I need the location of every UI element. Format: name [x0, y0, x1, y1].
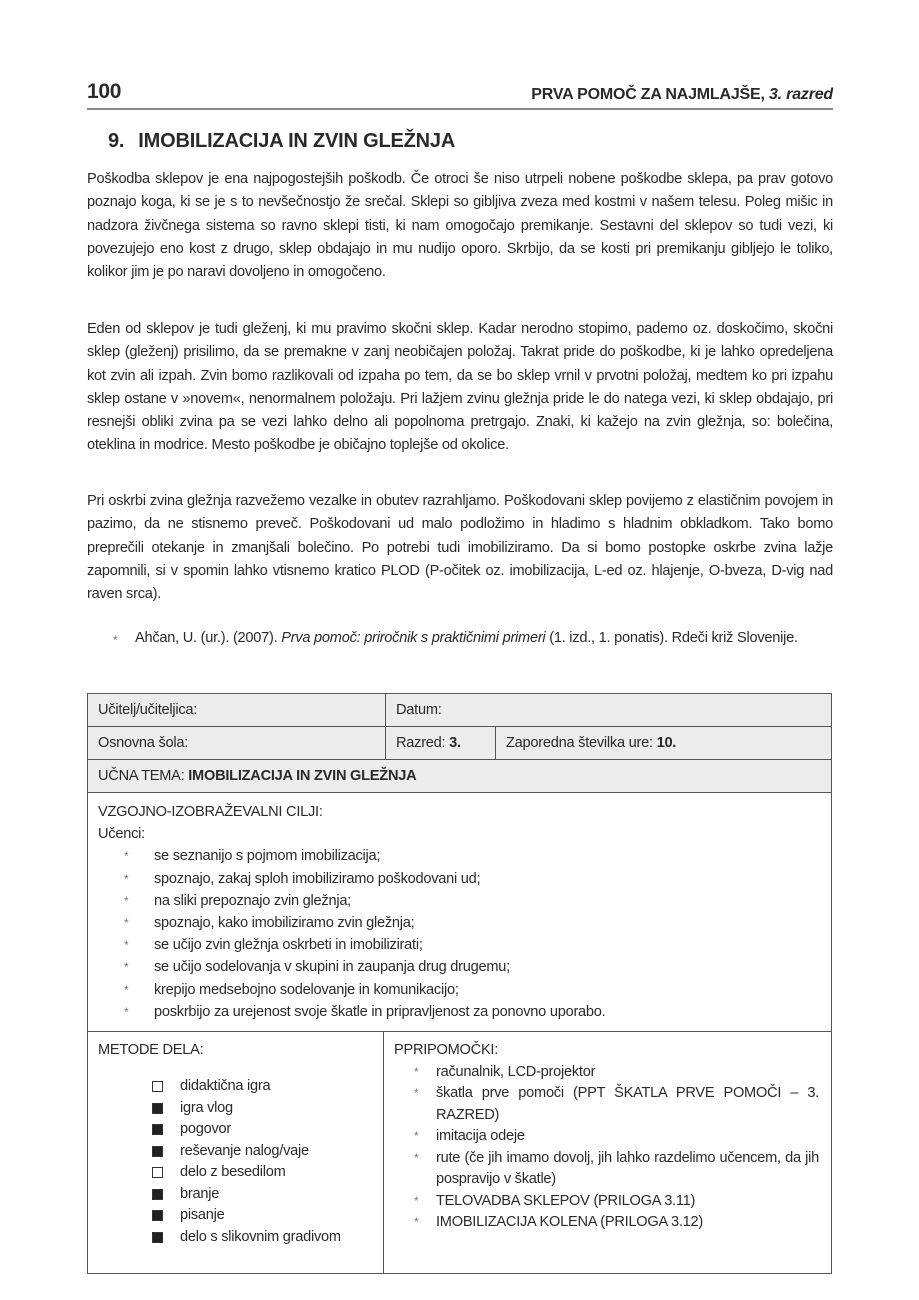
chapter-number: 9.: [108, 130, 125, 152]
methods-list: [98, 1076, 373, 1248]
method-item: [138, 1227, 373, 1249]
method-label: pogovor: [180, 1121, 231, 1138]
resource-text: IMOBILIZACIJA KOLENA (PRILOGA 3.12): [436, 1214, 704, 1231]
bullet-icon: *: [124, 982, 129, 997]
goals-list: [98, 845, 821, 1023]
methods-cell: [88, 1032, 384, 1273]
topic-value: IMOBILIZACIJA IN ZVIN GLEŽNJA: [188, 768, 417, 784]
bullet-icon: *: [414, 1129, 419, 1144]
bullet-icon: *: [124, 960, 129, 975]
running-title: [531, 86, 833, 104]
grade-label: Razred:: [396, 735, 446, 751]
teacher-label: Učitelj/učiteljica:: [98, 702, 198, 718]
topic-cell: [88, 760, 831, 792]
goals-intro: Učenci:: [98, 826, 145, 843]
chapter-title-text: IMOBILIZACIJA IN ZVIN GLEŽNJA: [138, 130, 456, 152]
method-item: [138, 1205, 373, 1227]
goal-text: spoznajo, kako imobiliziramo zvin gležnja;: [154, 915, 415, 932]
grade-value: 3.: [449, 735, 461, 751]
resource-text: računalnik, LCD-projektor: [436, 1063, 596, 1080]
method-label: delo s slikovnim gradivom: [180, 1228, 341, 1245]
goal-item: [98, 868, 821, 890]
goals-heading: VZGOJNO-IZOBRAŽEVALNI CILJI:: [98, 804, 323, 820]
method-label: reševanje nalog/vaje: [180, 1142, 309, 1159]
method-label: delo z besedilom: [180, 1164, 286, 1181]
paragraph-3: Pri oskrbi zvina gležnja razvežemo vezalke in obutev razrahljamo. Poškodovani sklep povijemo z elastičnim povojem in pazimo, da ne stisnemo preveč. Poškodovani ud malo podložimo in hladimo s hladnim obkladkom. Tako bomo preprečili otekanje in zmanjšali bolečino. Po potrebi tudi imobiliziramo. Da si bomo postopke oskrbe zvina lažje zapomnili, si v spomin lahko vtisnemo kratico PLOD (P-očitek oz. imobilizacija, L-ed oz. hlajenje, O-bveza, D-vig nad raven srca).: [87, 493, 833, 603]
grade-cell: [386, 727, 496, 759]
resource-text: škatla prve pomoči (PPT ŠKATLA PRVE POMOČI – 3. RAZRED): [436, 1085, 819, 1123]
method-item: [138, 1119, 373, 1141]
bullet-icon: *: [414, 1150, 419, 1165]
table-row-methods-resources: [88, 1032, 831, 1273]
resource-text: TELOVADBA SKLEPOV (PRILOGA 3.11): [436, 1192, 696, 1209]
checkbox-filled-icon: [152, 1146, 163, 1157]
reference-book-title: Prva pomoč: priročnik s praktičnimi primeri: [281, 630, 546, 646]
resources-list: [394, 1062, 819, 1234]
resource-item: [394, 1148, 819, 1191]
resource-text: imitacija odeje: [436, 1128, 525, 1145]
paragraph-2: Eden od sklepov je tudi gleženj, ki mu pravimo skočni sklep. Kadar nerodno stopimo, pademo oz. doskočimo, skočni sklep (gleženj) prisilimo, da se premakne v zanj neobičajen položaj. Takrat pride do poškodbe, ki je lahko opredeljena kot zvin ali izpah. Zvin bomo razlikovali od izpaha po tem, da se bo sklep vrnil v prvotni položaj, medtem ko pri izpahu sklep ostane v »novem«, nenormalnem položaju. Pri lažjem zvinu gležnja pride le do natega vezi, ki sklep obdajajo, pri resnejši obliki zvina pa se vezi lahko delno ali popolnoma pretrgajo. Znaki, ki kažejo na zvin gležnja, so: bolečina, oteklina in modrice. Mesto poškodbe je običajno toplejše od okolice.: [87, 321, 833, 454]
goal-text: na sliki prepoznajo zvin gležnja;: [154, 892, 351, 909]
chapter-title: [108, 130, 455, 153]
goal-item: [98, 1001, 821, 1023]
bullet-icon: *: [414, 1193, 419, 1208]
goal-item: [98, 890, 821, 912]
goal-item: [98, 845, 821, 867]
goals-cell: [88, 793, 831, 1031]
table-row-school: [88, 727, 831, 760]
bullet-icon: *: [124, 849, 129, 864]
reference-author: Ahčan, U. (ur.). (2007).: [135, 630, 282, 646]
header-divider: [87, 108, 833, 110]
method-label: pisanje: [180, 1207, 225, 1224]
resources-heading: PPRIPOMOČKI:: [394, 1042, 499, 1059]
method-item: [138, 1184, 373, 1206]
table-row-topic: [88, 760, 831, 793]
lesson-plan-table: [87, 693, 832, 1274]
goal-text: poskrbijo za urejenost svoje škatle in pripravljenost za ponovno uporabo.: [154, 1003, 606, 1020]
resource-item: [394, 1212, 819, 1234]
running-title-grade: 3. razred: [768, 86, 833, 103]
lesson-number-label: Zaporedna številka ure:: [506, 735, 653, 751]
method-item: [138, 1076, 373, 1098]
running-title-main: PRVA POMOČ ZA NAJMLAJŠE,: [531, 86, 765, 103]
school-cell: [88, 727, 386, 759]
goal-item: [98, 912, 821, 934]
topic-label: UČNA TEMA:: [98, 768, 185, 784]
table-row-teacher: [88, 694, 831, 727]
lesson-number-cell: [496, 727, 831, 759]
checkbox-filled-icon: [152, 1124, 163, 1135]
method-item: [138, 1141, 373, 1163]
bullet-icon: *: [414, 1215, 419, 1230]
resource-item: [394, 1126, 819, 1148]
checkbox-filled-icon: [152, 1189, 163, 1200]
bullet-icon: *: [124, 871, 129, 886]
goal-text: se učijo sodelovanja v skupini in zaupanja drug drugemu;: [154, 959, 510, 976]
goal-text: se učijo zvin gležnja oskrbeti in imobilizirati;: [154, 937, 423, 954]
method-label: didaktična igra: [180, 1078, 271, 1095]
reference-citation: [113, 627, 833, 652]
goal-item: [98, 979, 821, 1001]
bullet-icon: *: [124, 893, 129, 908]
teacher-cell: [88, 694, 386, 726]
resources-cell: [384, 1032, 831, 1273]
lesson-number-value: 10.: [656, 735, 677, 751]
resource-text: rute (če jih imamo dovolj, jih lahko razdelimo učencem, da jih pospravijo v škatle): [436, 1149, 819, 1188]
method-label: branje: [180, 1185, 220, 1202]
bullet-icon: *: [124, 1004, 129, 1019]
goal-text: se seznanijo s pojmom imobilizacija;: [154, 848, 381, 865]
checkbox-filled-icon: [152, 1210, 163, 1221]
resource-item: [394, 1083, 819, 1126]
resource-item: [394, 1062, 819, 1084]
bullet-icon: *: [414, 1086, 419, 1101]
school-label: Osnovna šola:: [98, 735, 189, 751]
date-label: Datum:: [396, 702, 442, 718]
page-header: [87, 74, 833, 104]
paragraph-1: Poškodba sklepov je ena najpogostejših poškodb. Če otroci še niso utrpeli nobene poškodbe sklepa, pa prav gotovo poznajo koga, ki se je s to nevšečnostjo že srečal. Sklepi so gibljiva zveza med kostmi v našem telesu. Poleg mišic in nadzora živčnega sistema so ravno sklepi tisti, ki nam omogočajo premikanje. Sestavni del sklepov so tudi vezi, ki povezujejo eno kost z drugo, sklep obdajajo in mu nudijo oporo. Skrbijo, da se kosti pri premikanju gibljejo le toliko, kolikor jim je po naravi dovoljeno in omogočeno.: [87, 171, 833, 281]
goal-text: spoznajo, zakaj sploh imobiliziramo poškodovani ud;: [154, 870, 481, 887]
goal-item: [98, 934, 821, 956]
resource-item: [394, 1191, 819, 1213]
bullet-icon: *: [124, 938, 129, 953]
reference-publisher: (1. izd., 1. ponatis). Rdeči križ Slovenije.: [545, 630, 798, 646]
date-cell: [386, 694, 831, 726]
bullet-icon: *: [124, 916, 129, 931]
method-item: [138, 1162, 373, 1184]
checkbox-filled-icon: [152, 1103, 163, 1114]
page-number: 100: [87, 80, 122, 103]
method-label: igra vlog: [180, 1099, 233, 1116]
checkbox-empty-icon: [152, 1081, 163, 1092]
checkbox-empty-icon: [152, 1167, 163, 1178]
goal-text: krepijo medsebojno sodelovanje in komunikacijo;: [154, 981, 459, 998]
table-row-goals: [88, 793, 831, 1032]
bullet-icon: *: [414, 1064, 419, 1079]
checkbox-filled-icon: [152, 1232, 163, 1243]
method-item: [138, 1098, 373, 1120]
reference-text: [135, 627, 798, 652]
goal-item: [98, 956, 821, 978]
bullet-icon: *: [113, 633, 118, 647]
methods-heading: METODE DELA:: [98, 1042, 204, 1059]
